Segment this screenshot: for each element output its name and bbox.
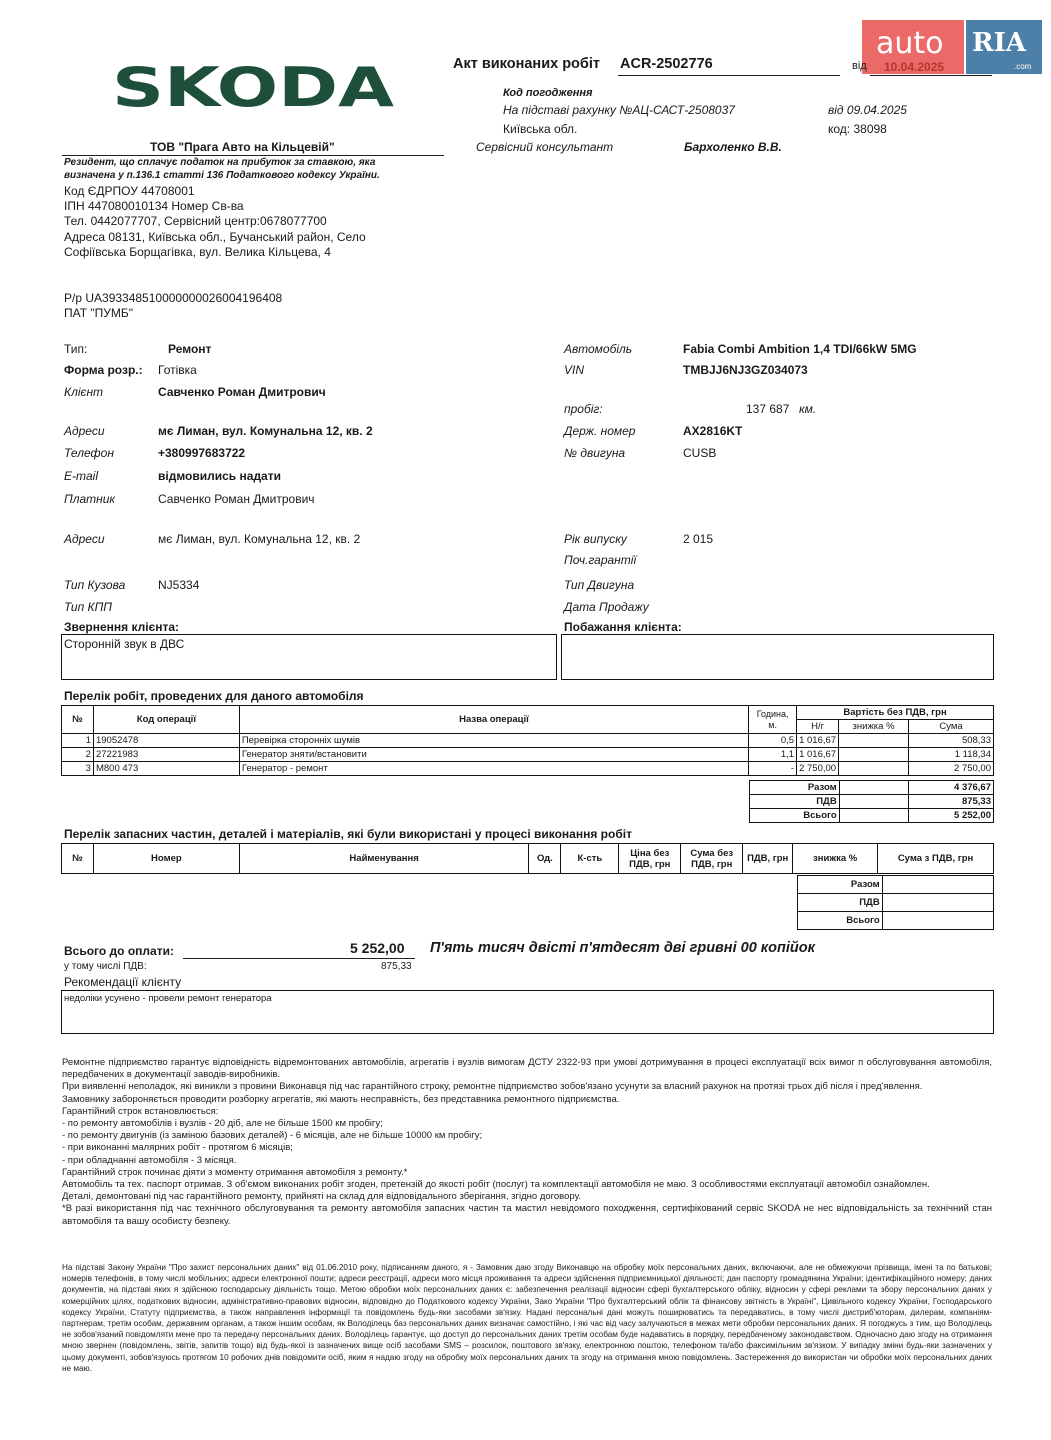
car-label: Автомобіль — [564, 342, 633, 356]
svg-text:SKODA: SKODA — [112, 60, 394, 112]
mileage-value: 137 687 — [746, 402, 790, 416]
address-label: Адреси — [64, 424, 105, 438]
approval-code-label: Код погодження — [503, 87, 593, 99]
recommendations-box — [61, 990, 994, 1034]
region: Київська обл. — [503, 122, 578, 136]
warranty-terms: Ремонтне підприємство гарантує відповідність відремонтованих автомобілів, агрегатів і вузлів вимогам ДСТУ 2322-93 при умові дотримування в процесі експлуатації всіх вимог п обслуговування автомобіля, передбачених в документації заводів-виробників. При виявленні неполадок, які виникли з провини Виконавця під час гарантійного строку, ремонтне підприємство зобов'язано усунути за власний рахунок на протязі трьох діб після і пред'явлення. Замовнику забороняється проводити розборку агрегатів, які мають несправність, без представника ремонтного підприємства. Гарантійний строк встановлюється: - по ремонту автомобілів і вузлів - 20 діб, але не більше 1500 км пробігу; - по ремонту двигунів (із заміною базових деталей) - 6 місяців, але не більше 10000 км пробігу; - при виконанні малярних робіт - протягом 6 місяців; - при обладнанні автомобіля - 3 місяця. Гарантійний строк починає діяти з моменту отримання автомобіля з ремонту.* Автомобіль та тех. паспорт отримав. З об'ємом виконаних робіт згоден, претензій до якості робіт (послуг) та комплектації автомобіля не маю. З особливостями експлуатації автомобіл ознайомлен. Деталі, демонтовані під час гарантійного ремонту, прийняті на склад для відповідального зберігання, згідно договору. *В разі використання під час технічного обслуговування та ремонту автомобіля запасних частин та мастил невідомого походження, сертифікований сервіс SKODA не нес відповідальність за технічний стан автомобіля та вашу особисту безпеку. — [62, 1057, 992, 1227]
tax-note-2: визначена у п.136.1 статті 136 Податкового кодексу України. — [64, 170, 380, 181]
sale-date-label: Дата Продажу — [564, 600, 649, 614]
works-col-code: Код операції — [93, 706, 239, 734]
parts-col-vat: ПДВ, грн — [743, 844, 793, 874]
phone-label: Телефон — [64, 446, 114, 460]
total-label: Всього до оплати: — [64, 944, 174, 958]
client-label: Клієнт — [64, 385, 104, 399]
works-col-name: Назва операції — [239, 706, 748, 734]
parts-col-unit: Од. — [529, 844, 561, 874]
works-title: Перелік робіт, проведених для даного автомобіля — [64, 689, 364, 703]
email-label: E-mail — [64, 469, 99, 483]
year-value: 2 015 — [683, 532, 714, 546]
payer-label: Платник — [64, 492, 116, 506]
table-row: 2 27221983 Генератор зняти/встановити 1,1 1 016,67 1 118,34 — [62, 748, 994, 762]
parts-col-name: Найменування — [239, 844, 529, 874]
parts-table — [61, 843, 994, 874]
works-table — [61, 705, 994, 776]
invoice-ref: На підставі рахунку №АЦ-САСТ-2508037 — [503, 103, 735, 117]
act-number: ACR-2502776 — [620, 56, 713, 72]
payer-address-value: мє Лиман, вул. Комунальна 12, кв. 2 — [158, 532, 361, 546]
year-label: Рік випуску — [564, 532, 627, 546]
company-phone: Тел. 0442077707, Сервісний центр:0678077700 — [64, 214, 327, 228]
gearbox-label: Тип КПП — [64, 600, 113, 614]
invoice-date: від 09.04.2025 — [828, 103, 907, 117]
plate-value: AX2816KT — [683, 424, 743, 438]
works-col-sum: Сума — [909, 720, 994, 734]
vin-value: TMBJJ6NJ3GZ034073 — [683, 363, 808, 377]
company-account: Р/р UA393348510000000026004196408 — [64, 291, 283, 305]
recommendations-text: недоліки усунено - провели ремонт генератора — [64, 993, 272, 1004]
wish-label: Побажання клієнта: — [564, 620, 682, 634]
works-totals — [749, 780, 994, 823]
client-value: Савченко Роман Дмитрович — [158, 385, 326, 399]
mileage-unit: км. — [799, 402, 817, 416]
table-row: ПДВ 875,33 — [750, 795, 994, 809]
parts-col-sum: Сума без ПДВ, грн — [681, 844, 743, 874]
company-edrpou: Код ЄДРПОУ 44708001 — [64, 184, 195, 198]
watermark-auto-text: auto — [876, 26, 944, 61]
parts-col-price: Ціна без ПДВ, грн — [619, 844, 681, 874]
works-col-no: № — [62, 706, 94, 734]
parts-col-no: № — [62, 844, 94, 874]
phone-value: +380997683722 — [158, 446, 246, 460]
table-row: Разом — [798, 876, 994, 894]
complaint-label: Звернення клієнта: — [64, 620, 180, 634]
parts-title: Перелік запасних частин, деталей і матеріалів, які були використані у процесі виконання робіт — [64, 827, 632, 841]
company-ipn: ІПН 447080010134 Номер Св-ва — [64, 199, 244, 213]
vat-value: 875,33 — [381, 961, 412, 972]
act-from-label: від — [852, 60, 867, 72]
table-row: 3 M800 473 Генератор - ремонт - 2 750,00 2 750,00 — [62, 762, 994, 776]
works-col-norm: Н/г — [797, 720, 839, 734]
region-code: код: 38098 — [828, 122, 887, 136]
parts-col-discount: знижка % — [793, 844, 878, 874]
mileage-label: пробіг: — [564, 402, 603, 416]
engine-no-label: № двигуна — [564, 446, 626, 460]
body-type-label: Тип Кузова — [64, 578, 126, 592]
payment-value: Готівка — [158, 363, 197, 377]
engine-type-label: Тип Двигуна — [564, 578, 635, 592]
table-row: Всього 5 252,00 — [750, 809, 994, 823]
email-value: відмовились надати — [158, 469, 281, 483]
vin-label: VIN — [564, 363, 585, 377]
works-col-cost: Вартість без ПДВ, грн — [797, 706, 994, 720]
plate-label: Держ. номер — [564, 424, 636, 438]
works-col-discount: знижка % — [839, 720, 909, 734]
tax-note-1: Резидент, що сплачує податок на прибуток за ставкою, яка — [64, 157, 376, 168]
total-value: 5 252,00 — [350, 940, 405, 956]
table-row: ПДВ — [798, 894, 994, 912]
consultant-name: Бархоленко В.В. — [684, 140, 782, 154]
engine-no-value: CUSB — [683, 446, 717, 460]
type-label: Тип: — [64, 342, 88, 356]
consultant-label: Сервісний консультант — [476, 140, 614, 154]
total-words: П'ять тисяч двісті п'ятдесят дві гривні 00 копійок — [430, 940, 815, 956]
company-address-2: Софіївська Борщагівка, вул. Велика Кільцева, 4 — [64, 245, 331, 259]
payer-address-label: Адреси — [64, 532, 105, 546]
complaint-text: Сторонній звук в ДВС — [64, 637, 185, 651]
car-value: Fabia Combi Ambition 1,4 TDI/66kW 5MG — [683, 342, 917, 356]
privacy-consent: На підставі Закону України "Про захист персональних даних" від 01.06.2010 року, підписанням даного, я - Замовник даю згоду Виконавцю на обробку моїх персональних даних, включаючи, але не обмежуючи прізвища, імені та по батькові; номерів телефонів, в тому числі мобільних; адреси електронної пошти; адреси реєстрації, адреси мого місця проживання та адреси здійснення підприємницької діяльності; дан паспорту громадянина України; ідентифікаційного номеру; даних документів, на підставі яких я здійснюю господарську діяльність тощо. Метою обробки моїх персональних даних є: забезпечення реалізації відносин сфері бухгалтерського обліку, відносин у сфері реклами та збору персональних даних у комерційних цілях, податкових відносин, адміністративно-правових відносин, відповідно до Податкового кодексу України, Зако України "Про бухгалтерський облік та фінансову звітність в Україні", Цивільного кодексу України, Господарського кодексу України, Статуту підприємства, а також направлення інформації та повідомлень будь-яки засобами зв'язку. Надані персональні дані можуть поширюватись та передаватись, в тому числі дистриб'юторам, дилерам, компаніям-партнерам, третім особам, державним органам, а також іншим особам, як Володілець баз персональних даних визначає самостійно, і які час від часу залучаються в межах мети обробки персональних даних. Я погоджусь з тим, що Володілець не зобов'язаний повідомляти мене про та передачу персональних даних. Володілець гарантує, що доступ до персональних даних третім особам буде надаватись в порядку, передбаченому законодавством. Одночасно даю згоду на отримання мною звернен (повідомлень, звітів, запитів тощо) від будь-якої із зазначених вище осіб засобами SMS – розсилок, поштового зв'язку, електронною поштою, телефоном та/або факсимільним зв'язком. У випадку зміни будь-яки зазначених у цьому документі, зобов'язуюсь протягом 10 робочих днів повідомити осіб, яким я надаю згоду на обробку моїх персональних даних та згоду на отримання мною повідомлень. Застереження до використан чи обробки моїх персональних даних не маю. — [62, 1263, 992, 1373]
complaint-box — [61, 634, 557, 680]
payment-label: Форма розр.: — [64, 363, 143, 377]
parts-col-sum-vat: Сума з ПДВ, грн — [878, 844, 994, 874]
act-date: 10.04.2025 — [884, 60, 945, 74]
recommendations-label: Рекомендації клієнту — [64, 975, 182, 989]
wish-box — [561, 634, 994, 680]
type-value: Ремонт — [168, 342, 212, 356]
warranty-start-label: Поч.гарантії — [564, 553, 637, 567]
table-row: 1 19052478 Перевірка сторонніх шумів 0,5 1 016,67 508,33 — [62, 734, 994, 748]
table-row: Всього — [798, 912, 994, 930]
table-row: Разом 4 376,67 — [750, 781, 994, 795]
company-bank: ПАТ "ПУМБ" — [64, 306, 133, 320]
parts-totals — [797, 875, 994, 930]
company-address-1: Адреса 08131, Київська обл., Бучанський район, Село — [64, 230, 366, 244]
parts-col-number: Номер — [93, 844, 239, 874]
watermark-com-text: .com — [1014, 62, 1032, 71]
skoda-logo — [112, 60, 394, 112]
act-title: Акт виконаних робіт — [453, 56, 600, 72]
parts-col-qty: К-сть — [561, 844, 619, 874]
body-type-value: NJ5334 — [158, 578, 200, 592]
payer-value: Савченко Роман Дмитрович — [158, 492, 315, 506]
address-value: мє Лиман, вул. Комунальна 12, кв. 2 — [158, 424, 373, 438]
watermark-ria-text: RIA — [972, 28, 1026, 58]
company-name: ТОВ "Прага Авто на Кільцевій" — [150, 140, 335, 154]
works-col-hours: Година, м. — [749, 706, 797, 734]
vat-label: у тому числі ПДВ: — [64, 961, 147, 972]
